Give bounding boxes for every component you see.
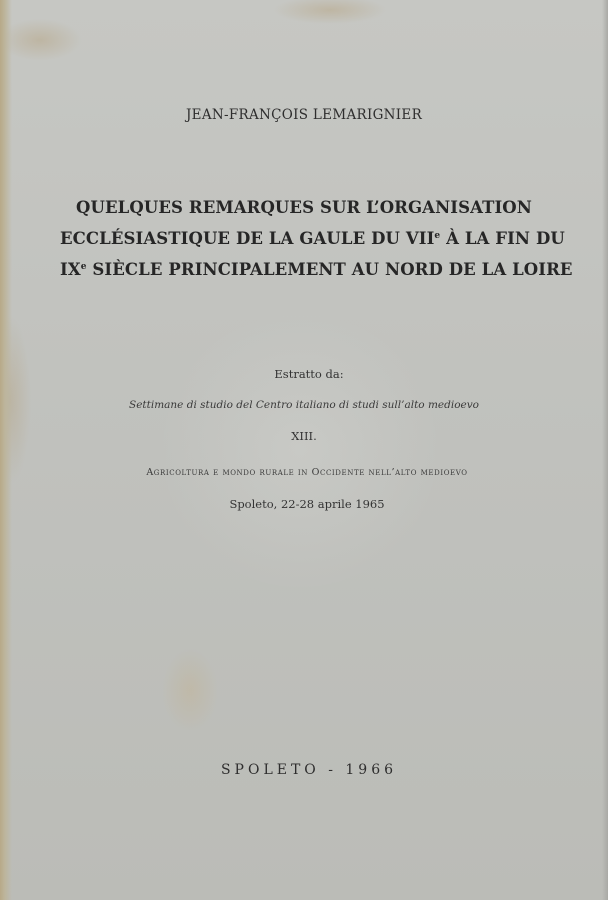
extract-label: Estratto da: xyxy=(274,367,344,381)
series-title: Settimane di studio del Centro italiano di studi sull’alto medioevo xyxy=(129,399,479,411)
title-line-2: ECCLÉSIASTIQUE DE LA GAULE DU VIIe À LA FIN DU xyxy=(60,229,565,248)
title-line-3: IXe SIÈCLE PRINCIPALEMENT AU NORD DE LA LOIRE xyxy=(60,260,573,279)
volume-title: Agricoltura e mondo rurale in Occidente nell’alto medioevo xyxy=(146,467,468,478)
publication-imprint: SPOLETO - 1966 xyxy=(220,762,398,778)
conference-place-date: Spoleto, 22-28 aprile 1965 xyxy=(229,497,385,511)
book-title xyxy=(60,193,573,284)
title-line-1: QUELQUES REMARQUES SUR L’ORGANISATION xyxy=(76,198,532,217)
volume-number: XIII. xyxy=(291,429,317,443)
author-name: JEAN-FRANÇOIS LEMARIGNIER xyxy=(185,107,423,123)
